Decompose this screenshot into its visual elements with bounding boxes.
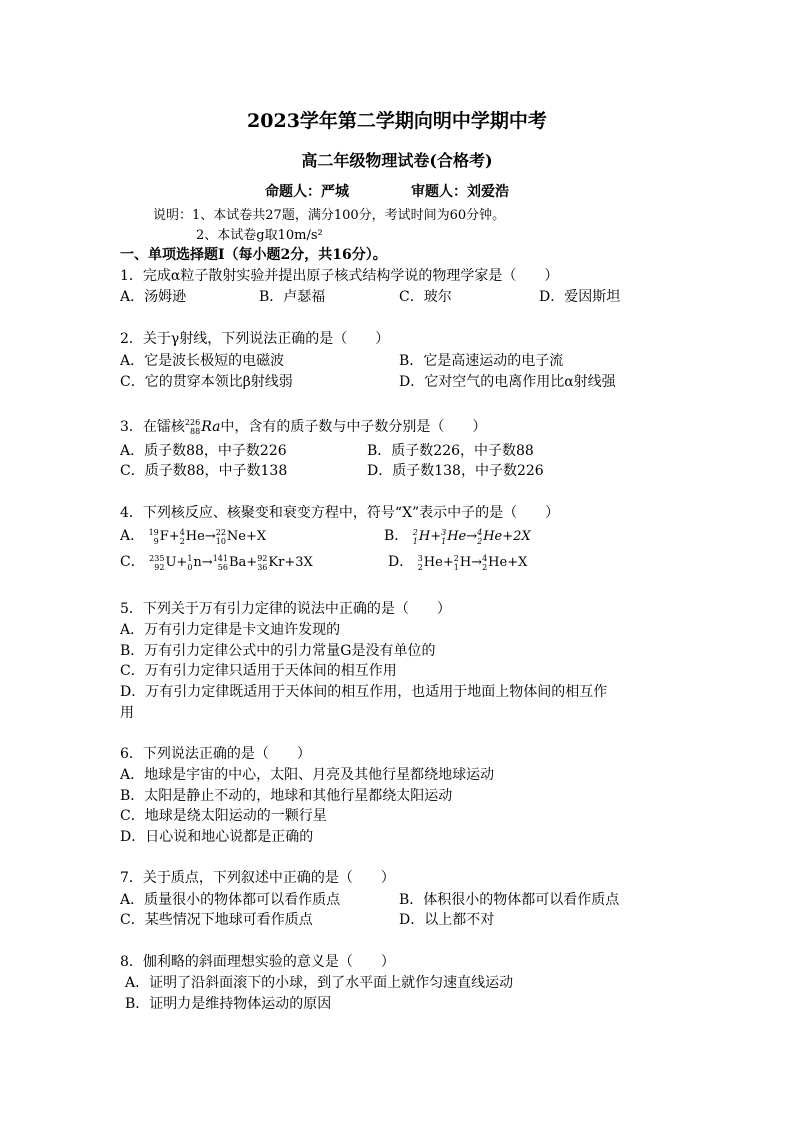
question-5-option-d: D．万有引力定律既适用于天体间的相互作用，也适用于地面上物体间的相互作: [120, 684, 608, 700]
section-heading: 一、单项选择题Ⅰ（每小题2分，共16分）。: [120, 247, 387, 263]
question-3-option-c: C．质子数88，中子数138: [120, 463, 288, 479]
question-5-option-d-continued: 用: [120, 705, 134, 721]
question-3-option-b: B．质子数226，中子数88: [367, 443, 534, 459]
question-1-option-a: A．汤姆逊: [120, 289, 187, 305]
question-7-option-c: C．某些情况下地球可看作质点: [120, 912, 313, 928]
question-6-stem: 6．下列说法正确的是（ ）: [120, 746, 311, 762]
question-7-option-d: D．以上都不对: [399, 912, 495, 928]
question-2-option-c: C．它的贯穿本领比β射线弱: [120, 374, 293, 390]
question-6-option-c: C．地球是绕太阳运动的一颗行星: [120, 808, 327, 824]
equation-c: 235 92 U+ 1 0 n→ 141 56 Ba+ 92 36 Kr+3X: [149, 553, 313, 572]
question-4-stem: 4．下列核反应、核聚变和衰变方程中，符号“X”表示中子的是（ ）: [120, 505, 560, 521]
question-7-stem: 7．关于质点，下列叙述中正确的是（ ）: [120, 870, 395, 886]
reviewer-label: 审题人：刘爱浩: [411, 184, 509, 200]
question-5-option-b: B．万有引力定律公式中的引力常量G是没有单位的: [120, 643, 436, 659]
question-5-option-c: C．万有引力定律只适用于天体间的相互作用: [120, 663, 397, 679]
question-7-option-b: B．体积很小的物体都可以看作质点: [399, 892, 620, 908]
question-6-option-b: B．太阳是静止不动的，地球和其他行星都绕太阳运动: [120, 788, 453, 804]
instructions-line-2: 2、本试卷g取10m/s²: [196, 228, 323, 243]
question-3-stem: 3．在镭核 226 88 Ra中，含有的质子数与中子数分别是（ ）: [120, 418, 487, 436]
question-4-option-b: B． 2 1 H+ 3 1 He→ 4 2 He+2X: [384, 527, 531, 546]
question-4-option-a: A． 19 9 F+ 4 2 He→ 22 10 Ne+X: [120, 527, 267, 546]
question-2-stem: 2．关于γ射线，下列说法正确的是（ ）: [120, 331, 390, 347]
question-2-option-a: A．它是波长极短的电磁波: [120, 353, 285, 369]
exam-subtitle: 高二年级物理试卷(合格考): [301, 151, 493, 170]
question-2-option-d: D．它对空气的电离作用比α射线强: [399, 374, 616, 390]
instructions-line-1: 说明：1、本试卷共27题，满分100分，考试时间为60分钟。: [153, 208, 506, 223]
equation-d: 3 2 He+ 2 1 H→ 4 2 He+X: [417, 553, 528, 572]
question-1-option-b: B．卢瑟福: [259, 289, 326, 305]
question-1-option-d: D．爱因斯坦: [539, 289, 621, 305]
question-4-option-c: C． 235 92 U+ 1 0 n→ 141 56 Ba+ 92 36 Kr+3X: [120, 553, 313, 572]
question-3-option-d: D．质子数138，中子数226: [367, 463, 544, 479]
exam-title: 2023学年第二学期向明中学期中考: [247, 110, 547, 132]
question-7-option-a: A．质量很小的物体都可以看作质点: [120, 892, 341, 908]
question-6-option-d: D．日心说和地心说都是正确的: [120, 829, 314, 845]
question-6-option-a: A．地球是宇宙的中心，太阳、月亮及其他行星都绕地球运动: [120, 767, 495, 783]
question-5-option-a: A．万有引力定律是卡文迪许发现的: [120, 622, 341, 638]
question-3-option-a: A．质子数88，中子数226: [120, 443, 287, 459]
equation-b: 2 1 H+ 3 1 He→ 4 2 He+2X: [412, 527, 531, 546]
question-8-option-b: B．证明力是维持物体运动的原因: [125, 996, 332, 1012]
equation-a: 19 9 F+ 4 2 He→ 22 10 Ne+X: [148, 527, 267, 546]
question-4-option-d: D． 3 2 He+ 2 1 H→ 4 2 He+X: [388, 553, 528, 572]
question-2-option-b: B．它是高速运动的电子流: [399, 353, 564, 369]
author-label: 命题人：严城: [265, 184, 349, 200]
question-8-option-a: A．证明了沿斜面滚下的小球，到了水平面上就作匀速直线运动: [125, 975, 514, 991]
radium-nuclide-label: 226 88: [184, 418, 201, 436]
question-5-stem: 5．下列关于万有引力定律的说法中正确的是（ ）: [120, 601, 451, 617]
question-8-stem: 8．伽利略的斜面理想实验的意义是（ ）: [120, 954, 395, 970]
question-1-option-c: C．玻尔: [399, 289, 452, 305]
question-1-stem: 1．完成α粒子散射实验并提出原子核式结构学说的物理学家是（ ）: [120, 268, 559, 284]
